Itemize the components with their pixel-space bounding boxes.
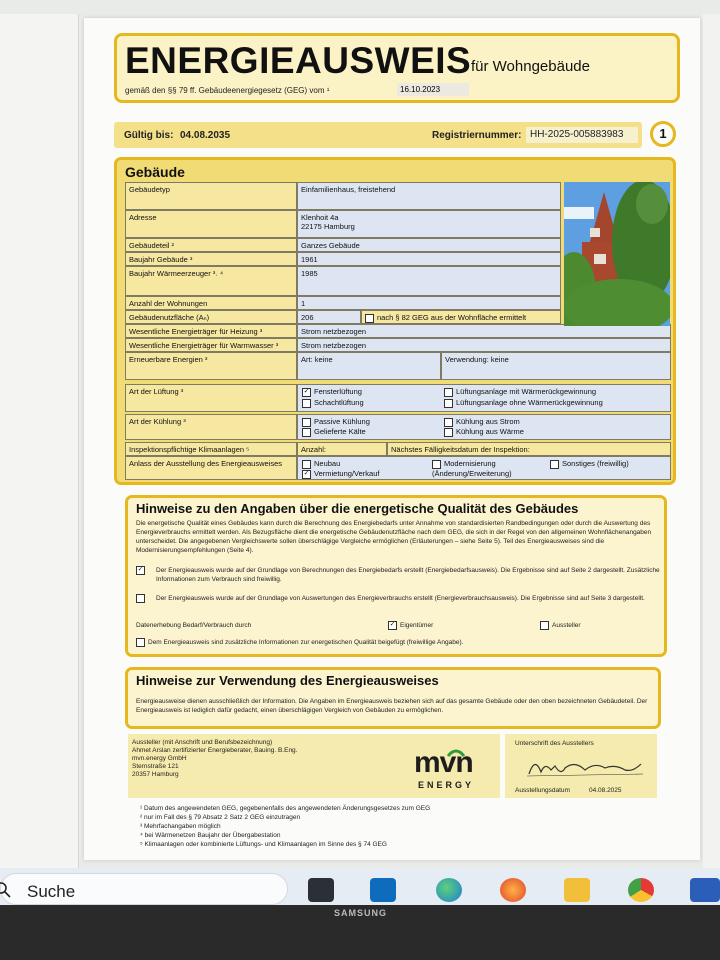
- search-icon: [0, 882, 11, 898]
- row-label: Art der Lüftung ³: [125, 384, 297, 412]
- notes-section: [125, 495, 667, 657]
- kuehlung-options: [297, 414, 671, 440]
- option-verbrauchsausweis: Der Energieausweis wurde auf der Grundlage von Auswertungen des Energieverbrauchs erstellt (Energieverbrauchsausweis). Die Ergebnisse sind auf Seite 3 dargestellt.: [156, 595, 645, 602]
- issuer-box: [128, 734, 500, 798]
- building-section-title: Gebäude: [125, 164, 185, 180]
- row-value: 1985: [297, 266, 561, 296]
- renewable-art: Art: keine: [297, 352, 441, 380]
- viewer-left-pane: [0, 14, 79, 870]
- law-date: 16.10.2023: [397, 83, 469, 96]
- row-anlass: [125, 456, 671, 480]
- option-kuehlung-waerme[interactable]: Kühlung aus Wärme: [444, 427, 524, 437]
- area-note: [361, 310, 561, 324]
- klima-anzahl: Anzahl:: [297, 442, 387, 456]
- option-sonstiges[interactable]: Sonstiges (freiwillig): [550, 459, 629, 469]
- row-gebaeudetyp: [125, 182, 561, 210]
- row-warmwasser: [125, 338, 671, 352]
- klima-next-date: Nächstes Fälligkeitsdatum der Inspektion:: [387, 442, 671, 456]
- footnote: ³ Mehrfachangaben möglich: [140, 823, 221, 830]
- row-gebaeudeteil: [125, 238, 561, 252]
- row-label: Baujahr Gebäude ³: [125, 252, 297, 266]
- task-view-icon[interactable]: [308, 878, 334, 902]
- footnote: ² nur im Fall des § 79 Absatz 2 Satz 2 GEG einzutragen: [140, 814, 301, 821]
- registration-label: Registriernummer:: [432, 130, 522, 141]
- row-kuehlung: [125, 414, 671, 440]
- signature-label: Unterschrift des Ausstellers: [515, 740, 594, 747]
- taskbar-search[interactable]: [0, 873, 288, 905]
- option-gelieferte-kaelte[interactable]: Gelieferte Kälte: [302, 427, 366, 437]
- row-label: Anzahl der Wohnungen: [125, 296, 297, 310]
- footnote: ¹ Datum des angewendeten GEG, gegebenenfalls des angewendeten Änderungsgesetzes zum GEG: [140, 805, 431, 812]
- data-collection-label: Datenerhebung Bedarf/Verbrauch durch: [136, 622, 252, 629]
- issuer-logo: mvn: [414, 746, 473, 779]
- row-baujahr: [125, 252, 561, 266]
- page-number-badge: 1: [650, 121, 676, 147]
- issuer-label: Aussteller (mit Anschrift und Berufsbezeichnung): [132, 739, 273, 746]
- usage-section: [125, 667, 661, 729]
- row-label: Inspektionspflichtige Klimaanlagen ⁵: [125, 442, 297, 456]
- word-icon[interactable]: [690, 878, 720, 902]
- area-note-text: nach § 82 GEG aus der Wohnfläche ermittelt: [377, 313, 527, 322]
- building-section: [114, 157, 676, 485]
- viewer-scrollbar[interactable]: [703, 14, 720, 870]
- usage-text: Energieausweise dienen ausschließlich der Information. Die Angaben im Energieausweis beziehen sich auf das gesamte Gebäude oder den oben bezeichneten Gebäudeteil. Der Energieausweis ist lediglich dafür gedacht, einen überschlägigen Vergleich von Gebäuden zu ermöglichen.: [136, 698, 648, 714]
- option-passive-kuehlung[interactable]: Passive Kühlung: [302, 417, 370, 427]
- issuer-name: Ahmet Arslan zertifizierter Energieberater, Bauing. B.Eng.: [132, 747, 298, 754]
- row-label: Anlass der Ausstellung des Energieausweises: [125, 456, 297, 480]
- row-wohnungen: [125, 296, 561, 310]
- row-klima: [125, 442, 671, 456]
- option-fensterlueftung[interactable]: ✓ Fensterlüftung: [303, 387, 362, 396]
- renewable-use: Verwendung: keine: [441, 352, 671, 380]
- row-label: Erneuerbare Energien ³: [125, 352, 297, 380]
- valid-date: 04.08.2035: [180, 130, 231, 141]
- issuer-logo-sub: ENERGY: [418, 780, 475, 790]
- row-value: Strom netzbezogen: [297, 324, 671, 338]
- row-label: Wesentliche Energieträger für Warmwasser ³: [125, 338, 297, 352]
- registration-number: HH-2025-005883983: [526, 127, 638, 143]
- row-label: Gebäudetyp: [125, 182, 297, 210]
- checkbox-bedarf[interactable]: ✓: [137, 566, 144, 573]
- row-label: Gebäudenutzfläche (Aₙ): [125, 310, 297, 324]
- signature-icon: [525, 752, 645, 780]
- option-schachtlueftung[interactable]: Schachtlüftung: [302, 398, 364, 408]
- firefox-icon[interactable]: [500, 878, 526, 902]
- lueftung-options: [297, 384, 671, 412]
- address-street: Klenhoit 4a: [301, 213, 339, 222]
- option-vermietung[interactable]: ✓ Vermietung/Verkauf: [303, 469, 380, 478]
- address-city: 22175 Hamburg: [301, 222, 355, 231]
- row-label: Wesentliche Energieträger für Heizung ³: [125, 324, 297, 338]
- option-aussteller[interactable]: Aussteller: [540, 621, 581, 630]
- row-erneuerbar: [125, 352, 671, 380]
- valid-label: Gültig bis:: [124, 130, 174, 141]
- file-explorer-icon[interactable]: [564, 878, 590, 902]
- row-value: Einfamilienhaus, freistehend: [297, 182, 561, 210]
- logo-accent-icon: [446, 748, 466, 758]
- row-label: Adresse: [125, 210, 297, 238]
- search-placeholder: Suche: [27, 882, 76, 901]
- row-value: [297, 210, 561, 238]
- row-label: Art der Kühlung ³: [125, 414, 297, 440]
- option-lueftungsanlage-ohne[interactable]: Lüftungsanlage ohne Wärmerückgewinnung: [444, 398, 603, 408]
- row-lueftung: [125, 384, 671, 412]
- issuer-city: 20357 Hamburg: [132, 771, 179, 778]
- row-value: Strom netzbezogen: [297, 338, 671, 352]
- footnote: ⁵ Klimaanlagen oder kombinierte Lüftungs- und Klimaanlagen im Sinne des § 74 GEG: [140, 841, 387, 848]
- monitor-brand: SAMSUNG: [334, 908, 388, 918]
- checkbox-verbrauch[interactable]: [136, 594, 146, 603]
- option-eigentuemer[interactable]: ✓ Eigentümer: [389, 621, 434, 630]
- option-zusatzinfo[interactable]: Dem Energieausweis sind zusätzliche Informationen zur energetischen Qualität beigefügt (freiwillige Angabe).: [136, 638, 660, 647]
- document-title: ENERGIEAUSWEIS: [125, 40, 472, 81]
- outlook-icon[interactable]: [370, 878, 396, 902]
- document-subtitle: für Wohngebäude: [471, 58, 590, 75]
- option-lueftungsanlage-mit[interactable]: Lüftungsanlage mit Wärmerückgewinnung: [444, 387, 596, 397]
- row-adresse: [125, 210, 561, 238]
- option-modernisierung[interactable]: Modernisierung (Änderung/Erweiterung): [432, 459, 512, 478]
- option-neubau[interactable]: Neubau: [302, 459, 340, 469]
- option-kuehlung-strom[interactable]: Kühlung aus Strom: [444, 417, 520, 427]
- issuer-street: Sternstraße 121: [132, 763, 179, 770]
- area-note-checkbox[interactable]: [365, 314, 374, 323]
- title-box: [114, 33, 680, 103]
- issuer-company: mvn.energy GmbH: [132, 755, 187, 762]
- notes-intro: Die energetische Qualität eines Gebäudes kann durch die Berechnung des Energiebedarfs unter Annahme von standardisierten Randbedingungen oder durch die Auswertung des Energieverbrauchs ermittelt werden. Als Bezugsfläche dient die energetische Gebäudenutzfläche nach dem GEG, die sich in der Regel von den allgemeinen Wohnflächenangaben unterscheidet. Die angegebenen Vergleichswerte sollen überschlägige Vergleiche ermöglichen (Erläuterungen – siehe Seite 5). Teil des Energieausweises sind die Modernisierungsempfehlungen (Seite 4).: [136, 520, 652, 554]
- law-reference: gemäß den §§ 79 ff. Gebäudeenergiegesetz (GEG) vom ¹: [125, 86, 330, 95]
- row-label: Baujahr Wärmeerzeuger ³˒ ⁴: [125, 266, 297, 296]
- row-value: 206: [297, 310, 361, 324]
- edge-icon[interactable]: [436, 878, 462, 902]
- row-heizung: [125, 324, 671, 338]
- notes-title: Hinweise zu den Angaben über die energetische Qualität des Gebäudes: [136, 501, 579, 516]
- option-bedarfsausweis: Der Energieausweis wurde auf der Grundlage von Berechnungen des Energiebedarfs erstellt (Energiebedarfsausweis). Die Ergebnisse sind auf Seite 2 dargestellt. Zusätzliche Informationen zum Verbrauch sind freiwillig.: [156, 567, 660, 583]
- usage-title: Hinweise zur Verwendung des Energieausweises: [136, 673, 439, 688]
- issue-date-label: Ausstellungsdatum: [515, 787, 570, 794]
- row-value: 1961: [297, 252, 561, 266]
- row-label: Gebäudeteil ²: [125, 238, 297, 252]
- anlass-options: [297, 456, 671, 480]
- chrome-icon[interactable]: [628, 878, 654, 902]
- footnote: ⁴ bei Wärmenetzen Baujahr der Übergabestation: [140, 832, 281, 839]
- row-value: 1: [297, 296, 561, 310]
- footnotes: [140, 804, 430, 849]
- building-photo: [564, 182, 670, 326]
- signature-box: [505, 734, 657, 798]
- row-baujahr-waerme: [125, 266, 561, 296]
- validity-bar: [114, 122, 642, 148]
- row-value: Ganzes Gebäude: [297, 238, 561, 252]
- row-nutzflaeche: [125, 310, 561, 324]
- issue-date: 04.08.2025: [589, 787, 622, 794]
